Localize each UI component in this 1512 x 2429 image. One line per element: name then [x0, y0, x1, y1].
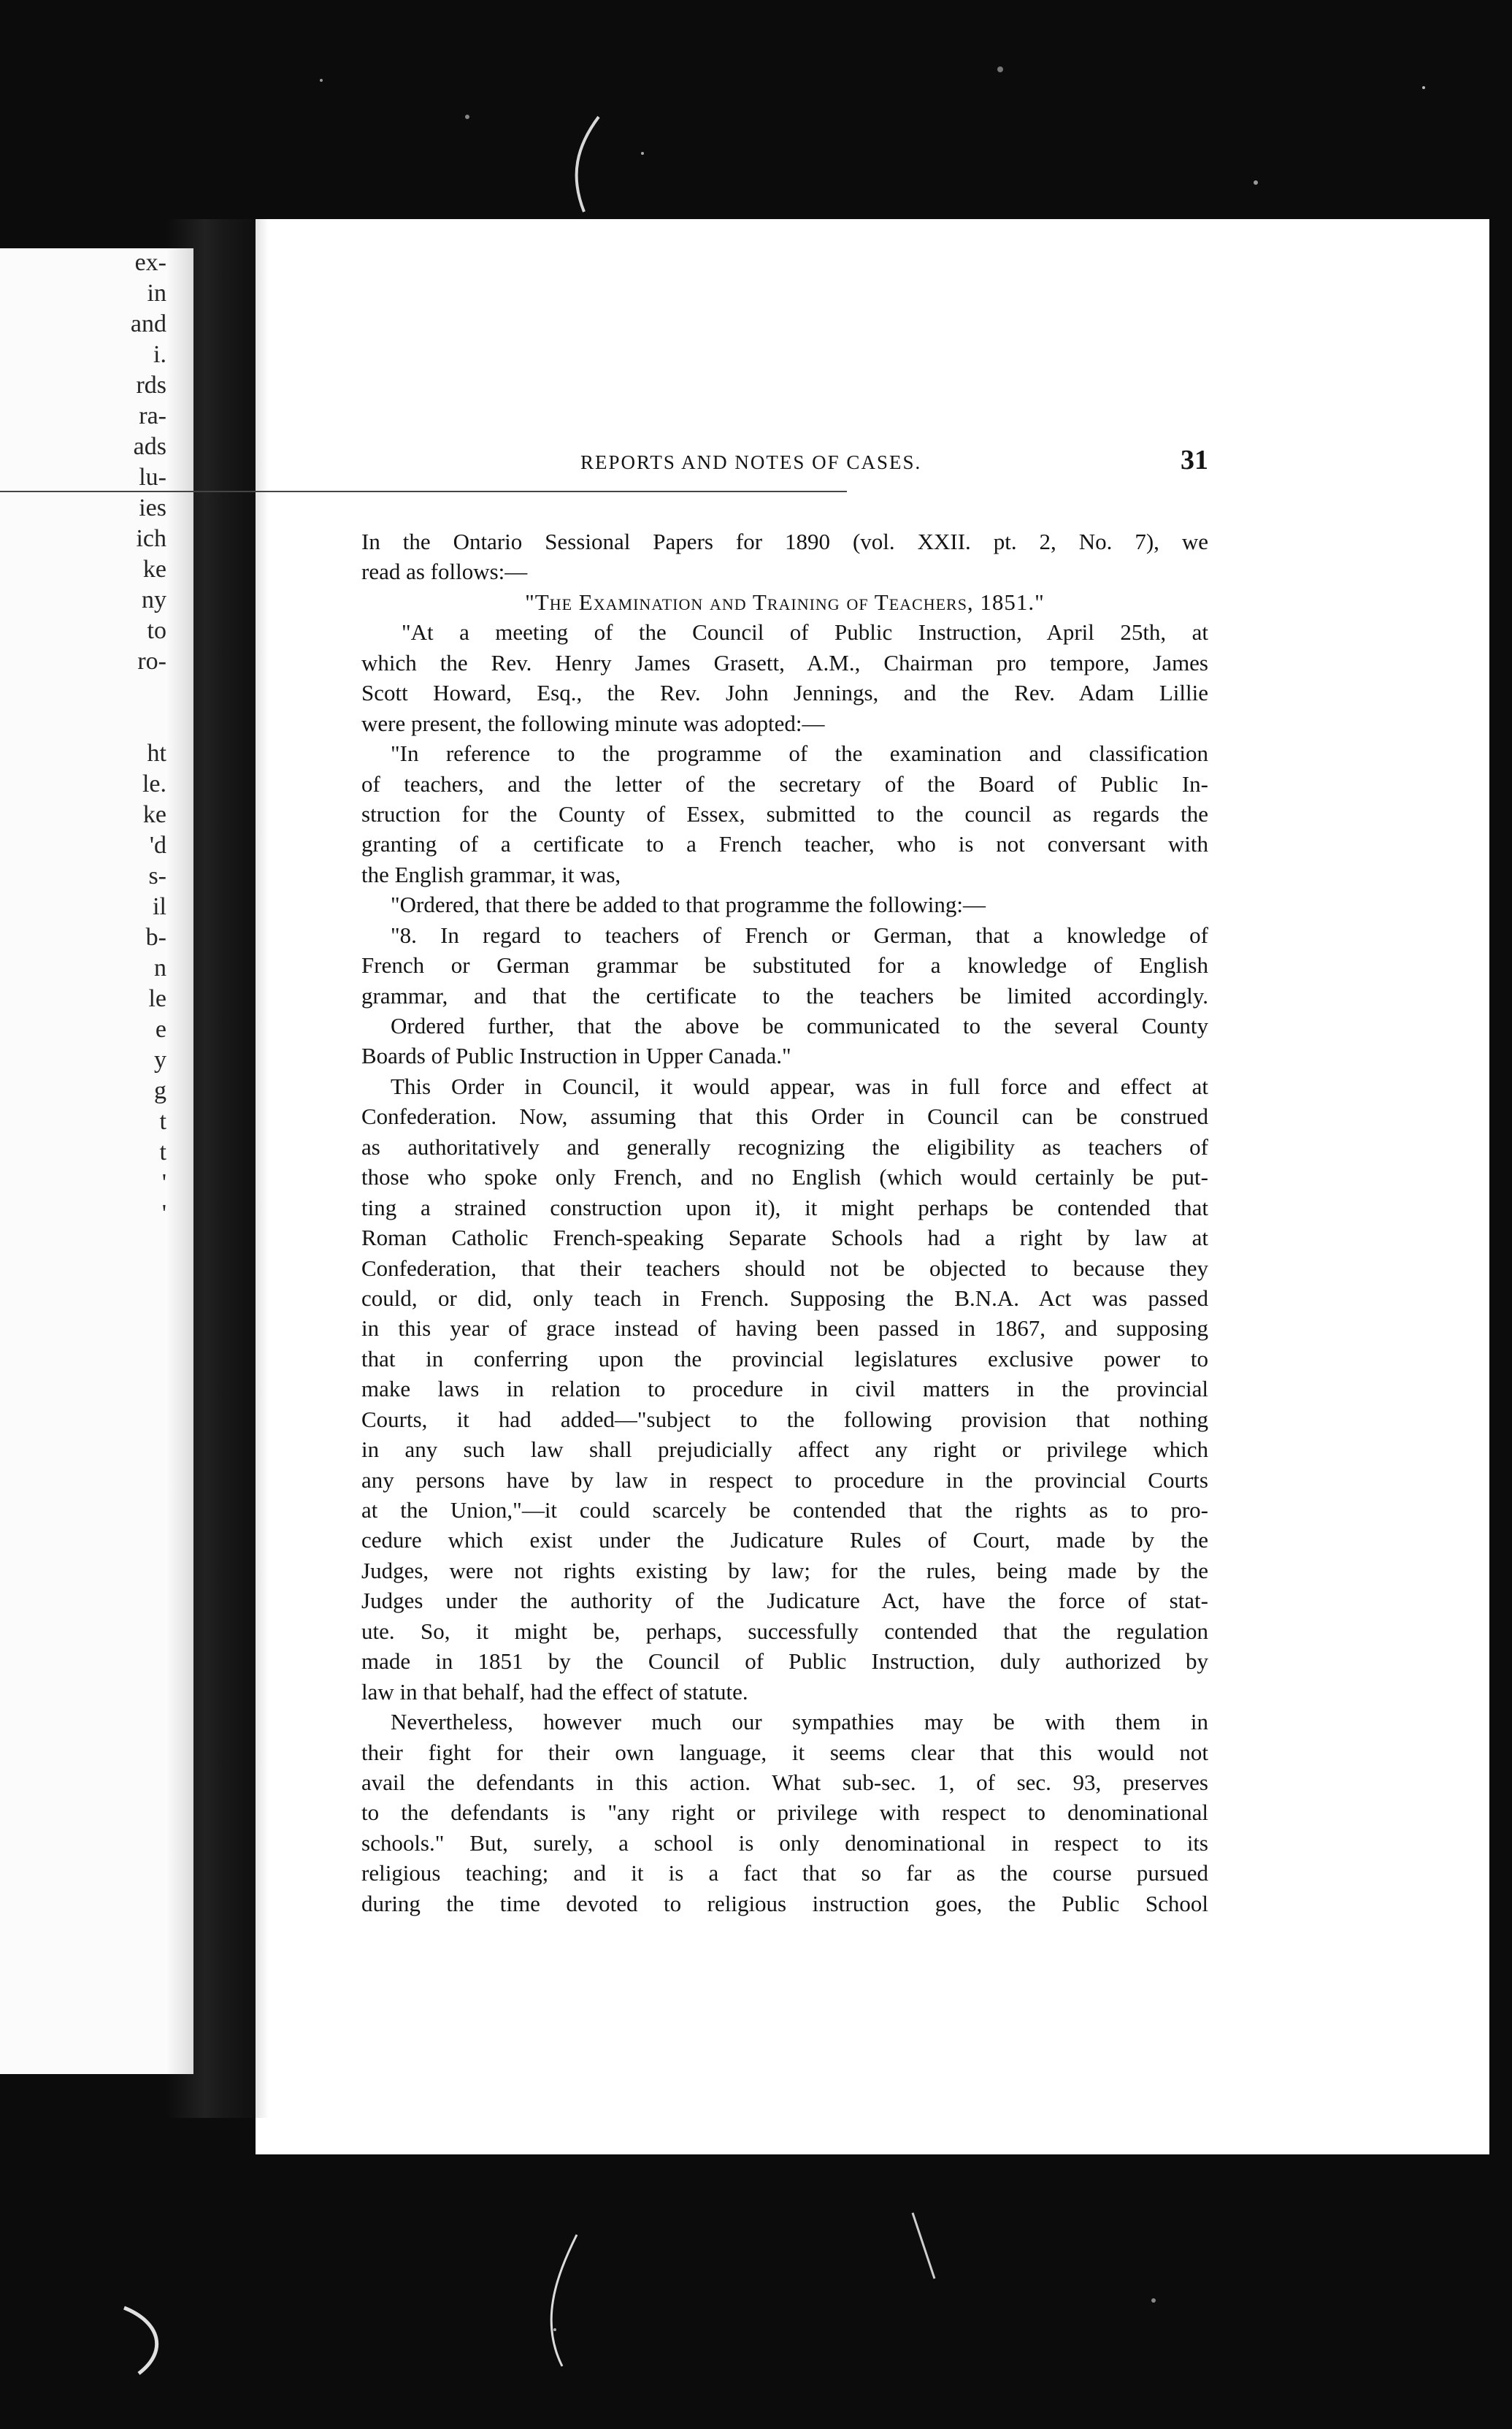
text-line: could, or did, only teach in French. Supposing the B.N.A. Act was passed: [361, 1285, 1208, 1311]
text-line: grammar, and that the certificate to the teachers be limited accordingly.: [361, 982, 1208, 1009]
text-line: In the Ontario Sessional Papers for 1890 (vol. XXII. pt. 2, No. 7), we: [361, 529, 1208, 554]
margin-fragment: ke: [142, 556, 166, 583]
text-line: as authoritatively and generally recognizing the eligibility as teachers of: [361, 1133, 1208, 1160]
text-line: avail the defendants in this action. What sub-sec. 1, of sec. 93, preserves: [361, 1769, 1208, 1795]
text-line: ute. So, it might be, perhaps, successfully contended that the regulation: [361, 1618, 1208, 1644]
margin-fragment: s-: [148, 862, 166, 890]
running-head-title: REPORTS AND NOTES OF CASES.: [580, 451, 922, 473]
text-line: in this year of grace instead of having been passed in 1867, and supposing: [361, 1315, 1208, 1342]
text-line: Courts, it had added—"subject to the following provision that nothing: [361, 1406, 1208, 1432]
margin-fragment: and: [130, 310, 166, 337]
text-line: the English grammar, it was,: [361, 861, 621, 887]
text-line: Nevertheless, however much our sympathies may be with them in: [391, 1709, 1208, 1735]
text-line: French or German grammar be substituted for a knowledge of English: [361, 952, 1208, 979]
text-line: Ordered further, that the above be communicated to the several County: [391, 1013, 1208, 1038]
text-line: struction for the County of Essex, submitted to the council as regards the: [361, 800, 1208, 827]
text-line: during the time devoted to religious instruction goes, the Public School: [361, 1890, 1208, 1916]
text-line: Confederation. Now, assuming that this Order in Council can be construed: [361, 1103, 1208, 1130]
margin-fragment: n: [154, 955, 166, 982]
text-line: at the Union,"—it could scarcely be contended that the rights as to pro-: [361, 1497, 1208, 1523]
margin-fragment: le.: [142, 770, 166, 797]
text-line: Boards of Public Instruction in Upper Canada.": [361, 1043, 791, 1069]
text-line: made in 1851 by the Council of Public Instruction, duly authorized by: [361, 1648, 1208, 1675]
text-line: their fight for their own language, it seems clear that this would not: [361, 1739, 1208, 1765]
text-line: "In reference to the programme of the examination and classification: [391, 741, 1208, 767]
margin-fragment: ht: [147, 740, 166, 767]
margin-fragment: ra-: [139, 402, 166, 429]
text-line: Scott Howard, Esq., the Rev. John Jennings, and the Rev. Adam Lillie: [361, 680, 1208, 706]
text-line: ting a strained construction upon it), it might perhaps be contended that: [361, 1194, 1208, 1220]
text-line: Confederation, that their teachers should not be objected to because they: [361, 1255, 1208, 1281]
margin-fragment: lu-: [139, 464, 166, 491]
text-line: that in conferring upon the provincial legislatures exclusive power to: [361, 1345, 1208, 1372]
margin-fragment: rds: [136, 372, 166, 399]
text-line: make laws in relation to procedure in civil matters in the provincial: [361, 1376, 1208, 1402]
text-line: to the defendants is "any right or privilege with respect to denominational: [361, 1799, 1208, 1826]
margin-fragment: e: [155, 1016, 166, 1043]
text-line: schools." But, surely, a school is only denominational in respect to its: [361, 1829, 1208, 1856]
text-line: cedure which exist under the Judicature Rules of Court, made by the: [361, 1527, 1208, 1553]
running-head: [361, 444, 1208, 485]
header-rule: [0, 491, 847, 492]
margin-fragment: t: [159, 1108, 166, 1135]
body-text: [361, 527, 1208, 1919]
text-line: Judges, were not rights existing by law; for the rules, being made by the: [361, 1557, 1208, 1583]
previous-page-fragments: [20, 248, 166, 1230]
margin-fragment: 'd: [149, 832, 166, 859]
margin-fragment: ro-: [137, 648, 166, 675]
margin-fragment: to: [147, 617, 166, 644]
text-line: "8. In regard to teachers of French or German, that a knowledge of: [391, 922, 1208, 948]
text-line: "Ordered, that there be added to that programme the following:—: [391, 892, 986, 918]
margin-fragment: ex-: [134, 249, 166, 276]
page-number: 31: [1181, 445, 1208, 475]
margin-fragment: y: [154, 1047, 166, 1074]
margin-fragment: g: [154, 1077, 166, 1104]
margin-fragment: le: [148, 985, 166, 1012]
margin-fragment: ads: [133, 433, 166, 460]
margin-fragment: ': [161, 1169, 166, 1196]
text-line: granting of a certificate to a French teacher, who is not conversant with: [361, 831, 1208, 857]
text-line: law in that behalf, had the effect of statute.: [361, 1678, 748, 1705]
binding-shadow: [166, 219, 269, 2118]
margin-fragment: in: [147, 280, 166, 307]
text-line: those who spoke only French, and no English (which would certainly be put-: [361, 1164, 1208, 1190]
text-line: "At a meeting of the Council of Public Instruction, April 25th, at: [402, 619, 1208, 646]
previous-page-margin: [0, 248, 193, 2074]
margin-fragment: ies: [139, 494, 166, 521]
margin-fragment: ke: [142, 801, 166, 828]
text-line: were present, the following minute was adopted:—: [361, 710, 825, 736]
margin-fragment: i.: [153, 341, 166, 368]
margin-fragment: b-: [145, 924, 166, 951]
text-line: This Order in Council, it would appear, was in full force and effect at: [391, 1073, 1208, 1099]
margin-fragment: ich: [136, 525, 166, 552]
text-line: any persons have by law in respect to procedure in the provincial Courts: [361, 1466, 1208, 1493]
text-line: in any such law shall prejudicially affect any right or privilege which: [361, 1437, 1208, 1463]
text-line: "The Examination and Training of Teachers, 1851.": [525, 589, 1045, 615]
text-line: Roman Catholic French-speaking Separate Schools had a right by law at: [361, 1225, 1208, 1251]
margin-fragment: ny: [142, 586, 166, 613]
text-line: which the Rev. Henry James Grasett, A.M., Chairman pro tempore, James: [361, 649, 1208, 676]
text-line: religious teaching; and it is a fact that so far as the course pursued: [361, 1860, 1208, 1886]
text-line: read as follows:—: [361, 559, 528, 585]
margin-fragment: ': [161, 1200, 166, 1227]
fragment-gap: [20, 678, 166, 739]
margin-fragment: t: [159, 1139, 166, 1166]
text-line: of teachers, and the letter of the secretary of the Board of Public In-: [361, 770, 1208, 797]
text-line: Judges under the authority of the Judicature Act, have the force of stat-: [361, 1588, 1208, 1614]
margin-fragment: il: [153, 893, 166, 920]
